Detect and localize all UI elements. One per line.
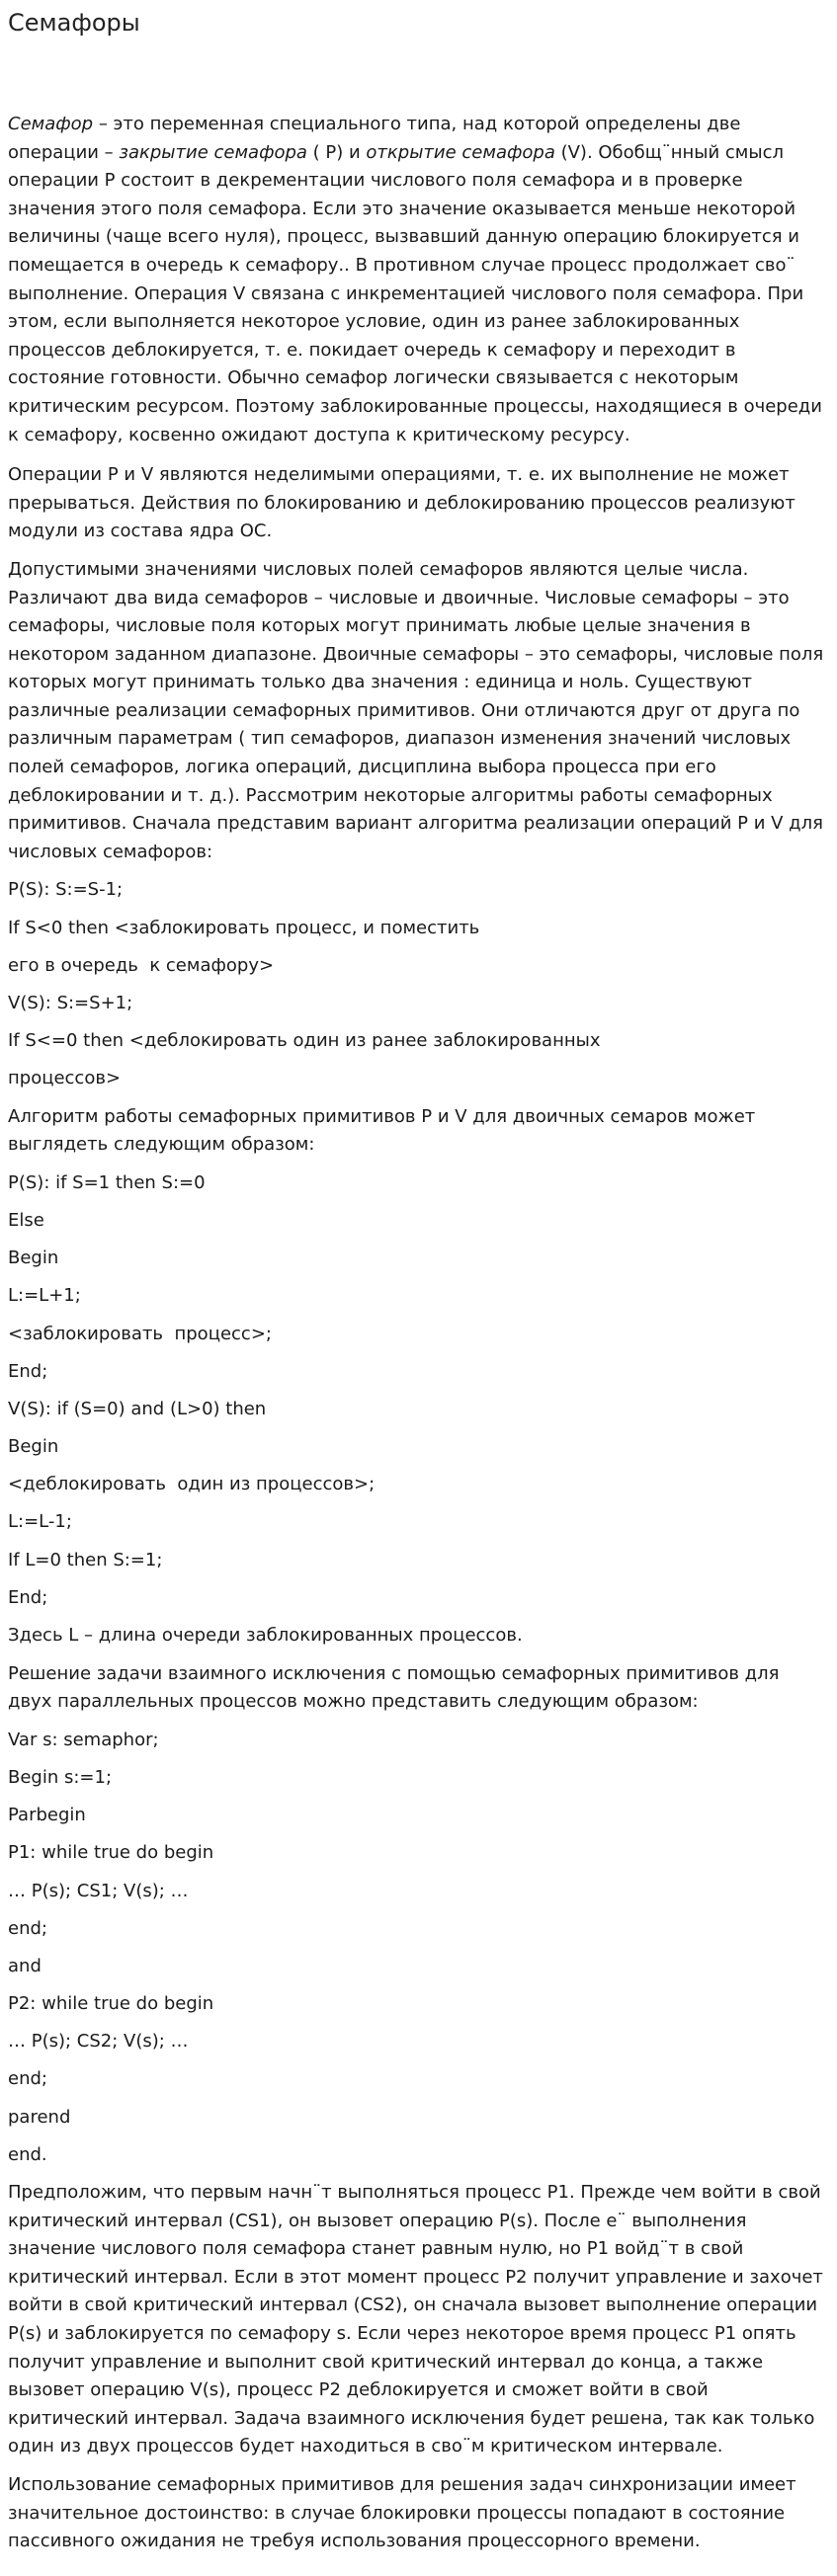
code-line-mutex: end. [8, 2143, 47, 2165]
article-body [8, 111, 828, 2556]
code-line-mutex: P1: while true do begin [8, 1842, 214, 1864]
term-open-semaphore: открытие семафора [366, 141, 555, 163]
code-line-binary: <деблокировать один из процессов>; [8, 1474, 376, 1495]
code-line-binary: If L=0 then S:=1; [8, 1549, 163, 1570]
code-line-binary: L:=L-1; [8, 1511, 72, 1533]
paragraph-binary-intro: Алгоритм работы семафорных примитивов P и V для двоичных семаров может выглядеть следующим образом: [8, 1105, 756, 1156]
code-line-mutex: … P(s); CS2; V(s); … [8, 2031, 189, 2053]
term-close-semaphore: закрытие семафора [119, 141, 307, 163]
term-semaphore: Семафор [8, 114, 94, 134]
paragraph-queue-length: Здесь L – длина очереди заблокированных процессов. [8, 1625, 523, 1646]
code-line-mutex: Parbegin [8, 1805, 86, 1826]
code-line-binary: <заблокировать процесс>; [8, 1323, 272, 1344]
paragraph-conclusion: Использование семафорных примитивов для решения задач синхронизации имеет значительное достоинство: в случае блокировки процессы попадают в состояние пассивного ожидания не требуя использования процессорного времени. [8, 2473, 796, 2552]
code-line-binary: Else [8, 1209, 44, 1231]
code-line-binary: Begin [8, 1436, 59, 1458]
intro-text-b: ( P) и [306, 141, 367, 163]
page-title: Семафоры [8, 9, 140, 37]
intro-text-c: (V). Обобщ¨нный смысл операции P состоит в декрементации числового поля семафора и в проверке значения этого поля семафора. Если это значение оказывается меньше некоторой величины (чаще всего нуля), процесс, вызвавший данную операцию блокируется и помещается в очередь к семафору.. В противном случае процесс продолжает сво¨ выполнение. Операция V связана с инкрементацией числового поля семафора. При этом, если выполняется некоторое условие, один из ранее заблокированных процессов деблокируется, т. е. покидает очередь к семафору и переходит в состояние готовности. Обычно семафор логически связывается с некоторым критическим ресурсом. Поэтому заблокированные процессы, находящиеся в очереди к семафору, косвенно ожидают доступа к критическому ресурсу. [8, 141, 822, 445]
code-line-numeric: If S<0 then <заблокировать процесс, и поместить [8, 917, 480, 938]
code-line-mutex: P2: while true do begin [8, 1993, 214, 2015]
code-line-mutex: parend [8, 2106, 71, 2128]
intro-paragraph [8, 111, 828, 449]
code-line-binary: V(S): if (S=0) and (L>0) then [8, 1398, 267, 1419]
code-line-mutex: Var s: semaphor; [8, 1729, 159, 1750]
code-line-numeric: If S<=0 then <деблокировать один из ранее заблокированных [8, 1030, 601, 1052]
code-line-binary: L:=L+1; [8, 1285, 81, 1307]
code-line-numeric: процессов> [8, 1068, 122, 1089]
code-line-numeric: его в очередь к семафору> [8, 954, 275, 976]
intro-text-a: – это переменная специального типа, над которой определены две операции – [8, 114, 741, 163]
document [8, 0, 828, 2566]
code-line-numeric: P(S): S:=S-1; [8, 879, 124, 901]
code-line-mutex: … P(s); CS1; V(s); … [8, 1880, 189, 1901]
code-line-binary: P(S): if S=1 then S:=0 [8, 1171, 206, 1193]
paragraph-mutex-intro: Решение задачи взаимного исключения с помощью семафорных примитивов для двух параллельных процессов можно представить следующим образом: [8, 1662, 780, 1713]
code-line-binary: End; [8, 1360, 48, 1382]
code-line-binary: Begin [8, 1248, 59, 1269]
code-line-numeric: V(S): S:=S+1; [8, 993, 133, 1013]
paragraph-semaphore-types: Допустимыми значениями числовых полей семафоров являются целые числа. Различают два вида семафоров – числовые и двоичные. Числовые семафоры – это семафоры, числовые поля которых могут принимать любые целые значения в некотором заданном диапазоне. Двоичные семафоры – это семафоры, числовые поля которых могут принимать только два значения : единица и ноль. Существуют различные реализации семафорных примитивов. Они отличаются друг от друга по различным параметрам ( тип семафоров, диапазон изменения значений числовых полей семафоров, логика операций, дисциплина выбора процесса при его деблокировании и т. д.). Рассмотрим некоторые алгоритмы работы семафорных примитивов. Сначала представим вариант алгоритма реализации операций P и V для числовых семафоров: [8, 558, 824, 862]
paragraph-scenario: Предположим, что первым начн¨т выполняться процесс P1. Прежде чем войти в свой критический интервал (CS1), он вызовет операцию P(s). После е¨ выполнения значение числового поля семафора станет равным нулю, но P1 войд¨т в свой критический интервал. Если в этот момент процесс P2 получит управление и захочет войти в свой критический интервал (CS2), он сначала вызовет выполнение операции P(s) и заблокируется по семафору s. Если через некоторое время процесс P1 опять получит управление и выполнит свой критический интервал до конца, а также вызовет операцию V(s), процесс P2 деблокируется и сможет войти в свой критический интервал. Задача взаимного исключения будет решена, так как только один из двух процессов будет находиться в сво¨м критическом интервале. [8, 2182, 823, 2457]
paragraph-indivisible: Операции P и V являются неделимыми операциями, т. е. их выполнение не может прерываться. Действия по блокированию и деблокированию процессов реализуют модули из состава ядра ОС. [8, 464, 795, 542]
code-line-mutex: end; [8, 1917, 47, 1939]
code-line-mutex: Begin s:=1; [8, 1766, 113, 1788]
code-line-binary: End; [8, 1586, 48, 1608]
code-line-mutex: and [8, 1955, 42, 1976]
code-line-mutex: end; [8, 2068, 47, 2090]
